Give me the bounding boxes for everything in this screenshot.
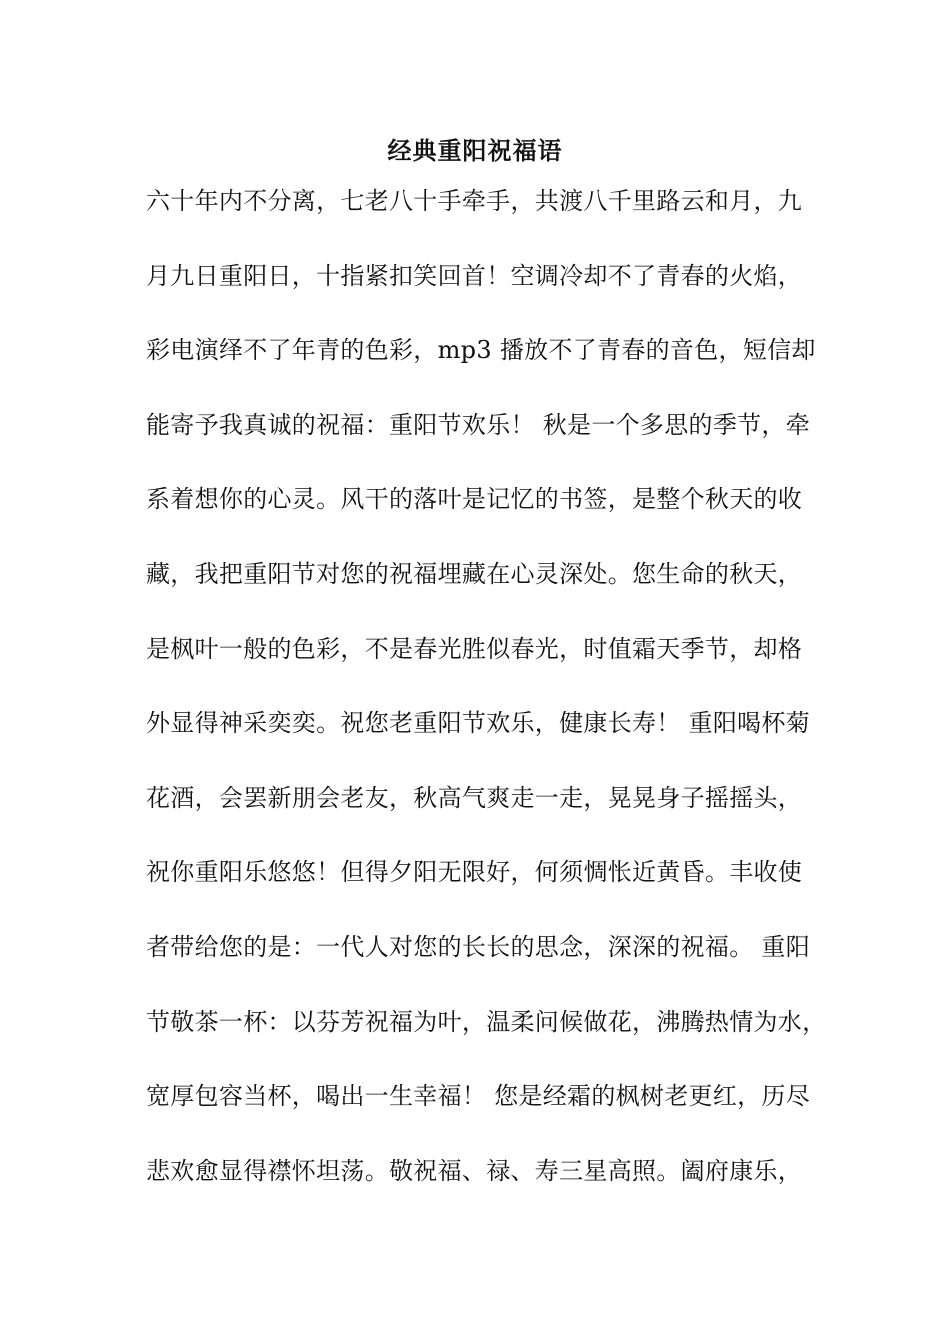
document-title: 经典重阳祝福语 (387, 136, 563, 165)
body-line: 者带给您的是：一代人对您的长长的思念，深深的祝福。 重阳 (146, 932, 811, 961)
body-line: 藏，我把重阳节对您的祝福埋藏在心灵深处。您生命的秋天， (146, 559, 803, 588)
body-line: 六十年内不分离，七老八十手牵手，共渡八千里路云和月，九 (146, 187, 803, 215)
body-line: 能寄予我真诚的祝福：重阳节欢乐！ 秋是一个多思的季节，牵 (146, 410, 811, 439)
body-line: 彩电演绎不了年青的色彩，mp3 播放不了青春的音色，短信却 (146, 336, 816, 365)
body-line: 系着想你的心灵。风干的落叶是记忆的书签，是整个秋天的收 (146, 485, 803, 514)
document-body (146, 184, 846, 1228)
body-line: 月九日重阳日，十指紧扣笑回首！空调冷却不了青春的火焰， (146, 261, 803, 290)
body-line: 外显得神采奕奕。祝您老重阳节欢乐，健康长寿！ 重阳喝杯菊 (146, 709, 811, 738)
body-line: 是枫叶一般的色彩，不是春光胜似春光，时值霜天季节，却格 (146, 634, 803, 663)
body-line: 宽厚包容当杯，喝出一生幸福！ 您是经霜的枫树老更红，历尽 (146, 1082, 811, 1111)
body-line: 节敬茶一杯：以芬芳祝福为叶，温柔问候做花，沸腾热情为水， (146, 1007, 827, 1036)
body-line: 花酒，会罢新朋会老友，秋高气爽走一走，晃晃身子摇摇头， (146, 783, 803, 812)
body-line: 祝你重阳乐悠悠！但得夕阳无限好，何须惆怅近黄昏。丰收使 (146, 858, 803, 887)
body-line: 悲欢愈显得襟怀坦荡。敬祝福、禄、寿三星高照。阖府康乐， (146, 1156, 803, 1185)
